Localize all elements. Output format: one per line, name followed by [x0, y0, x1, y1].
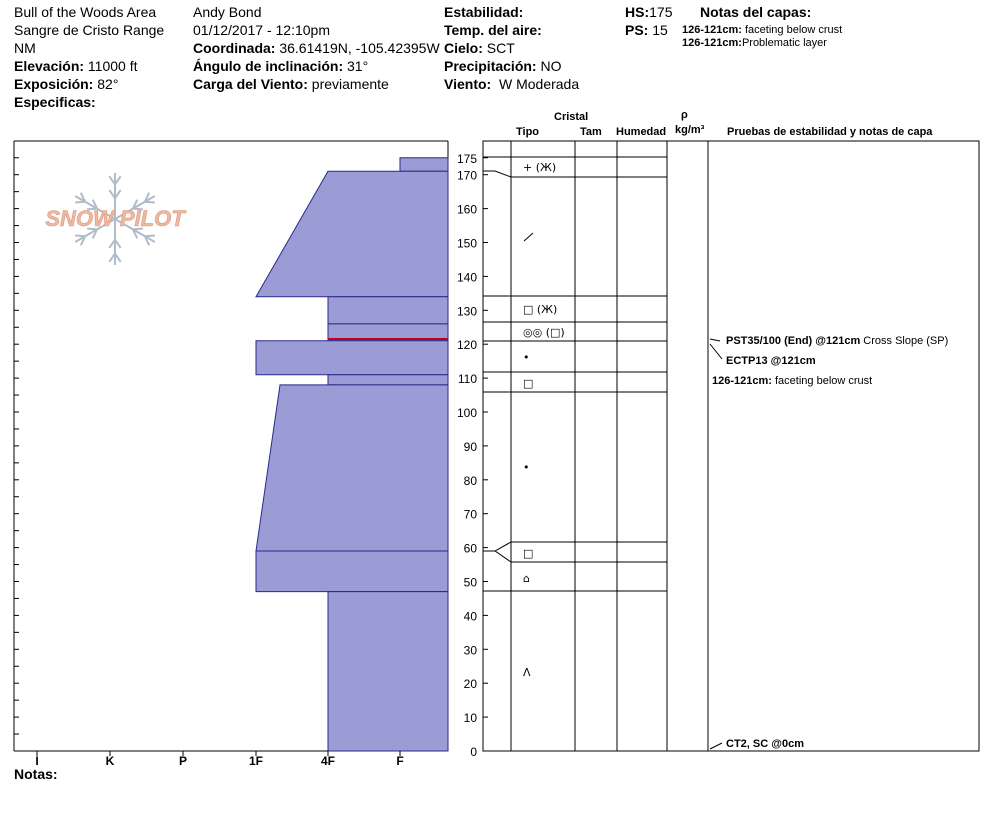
flake-branch [145, 235, 155, 236]
col-header-moisture: Humedad [616, 126, 667, 138]
grain-symbol: • [523, 461, 530, 474]
grain-symbol: □ [523, 377, 534, 390]
hs-label: HS: [625, 4, 650, 20]
col-header-density: kg/m³ [675, 124, 705, 136]
specifics-label: Especificas: [14, 94, 96, 110]
layer-note-range: 126-121cm: [682, 24, 742, 36]
test-arrows [710, 339, 722, 749]
wind-load-value: previamente [311, 76, 389, 92]
coordinate-value: 36.61419N, -105.42395W [279, 40, 440, 56]
wind-value: W Moderada [498, 76, 580, 92]
depth-tick-label: 130 [456, 304, 477, 319]
exposure-label: Exposición: [14, 76, 94, 92]
test-code: PST35/100 (End) @121cm [726, 335, 861, 347]
table-border [483, 141, 979, 751]
air-temp-label: Temp. del aire: [444, 22, 542, 38]
hardness-bar [328, 297, 448, 324]
hardness-tick-label: I [35, 754, 39, 768]
layer-note-text: faceting below crust [745, 24, 843, 36]
grain-symbol: □ (Ж) [523, 303, 558, 316]
col-header-size: Tam [580, 126, 602, 138]
grain-symbols [523, 161, 565, 679]
flake-branch [75, 235, 85, 236]
depth-tick-label: 0 [470, 745, 477, 759]
depth-connector [483, 542, 511, 551]
sky-value: SCT [486, 40, 515, 56]
hardness-tick-label: F [396, 754, 404, 768]
depth-tick-label: 30 [463, 643, 477, 658]
depth-connectors [483, 157, 511, 591]
layer-note-range: 126-121cm: [682, 37, 742, 49]
layer-note-text: Problematic layer [741, 37, 827, 49]
test-arrow [710, 743, 722, 749]
grain-symbol: □ [523, 547, 534, 560]
hardness-tick-label: K [105, 754, 115, 768]
elevation-value: 11000 ft [87, 58, 138, 74]
col-header-rho: ρ [681, 109, 688, 121]
hardness-bar [328, 375, 448, 385]
grain-symbol: • [523, 351, 530, 364]
depth-tick-label: 160 [456, 202, 477, 217]
test-result-ct: CT2, SC @0cm [726, 738, 804, 750]
layer-table [483, 141, 979, 751]
elevation-label: Elevación: [14, 58, 85, 74]
depth-tick-label: 120 [456, 338, 477, 353]
layer-comment-text: faceting below crust [775, 375, 873, 387]
hardness-bar [256, 385, 448, 551]
test-result-ect: ECTP13 @121cm [726, 355, 816, 367]
layer-comment-range: 126-121cm: [712, 375, 772, 387]
depth-tick-label: 140 [456, 270, 477, 285]
depth-tick-label: 175 [456, 151, 477, 166]
depth-tick-label: 70 [463, 507, 477, 522]
hardness-bar [256, 171, 448, 296]
col-header-tests: Pruebas de estabilidad y notas de capa [727, 126, 933, 138]
angle-value: 31° [347, 58, 369, 74]
range-name: Sangre de Cristo Range [14, 22, 165, 38]
test-note: Cross Slope (SP) [863, 335, 949, 347]
hardness-tick-label: 1F [248, 754, 264, 768]
grain-symbol: ◎◎ (□) [523, 326, 565, 339]
sky-label: Cielo: [444, 40, 483, 56]
depth-tick-label: 80 [463, 473, 477, 488]
depth-tick-label: 100 [456, 406, 477, 420]
wind-label: Viento: [444, 76, 492, 92]
depth-tick-label: 50 [463, 575, 477, 590]
ps-label: PS: [625, 22, 649, 38]
depth-tick-label: 150 [456, 236, 477, 251]
stability-label: Estabilidad: [444, 4, 524, 20]
state-name: NM [14, 40, 36, 56]
hardness-bars [256, 158, 448, 751]
snowpilot-logo [45, 173, 186, 265]
hardness-tick-label: 4F [320, 754, 336, 768]
hardness-bar [256, 551, 448, 592]
hardness-bar [328, 592, 448, 751]
area-name: Bull of the Woods Area [14, 4, 157, 20]
flake-branch [75, 202, 85, 203]
depth-tick-label: 10 [463, 711, 477, 726]
hardness-bar [400, 158, 448, 172]
grain-symbol: + (Ж) [523, 161, 557, 174]
wind-load-label: Carga del Viento: [193, 76, 308, 92]
depth-tick-label: 110 [457, 372, 477, 387]
hs-value: 175 [649, 4, 673, 20]
precip-value: NO [540, 58, 562, 74]
grain-symbol [524, 233, 533, 241]
precip-label: Precipitación: [444, 58, 537, 74]
depth-tick-label: 60 [463, 541, 477, 556]
depth-tick-label: 90 [463, 439, 477, 454]
observer-name: Andy Bond [193, 4, 262, 20]
angle-label: Ángulo de inclinación: [193, 58, 344, 74]
depth-tick-label: 170 [456, 168, 477, 183]
logo-text: SNOW PILOT [45, 206, 185, 231]
observation-datetime: 01/12/2017 - 12:10pm [193, 22, 330, 38]
ps-value: 15 [652, 22, 668, 38]
depth-connector [483, 171, 511, 177]
col-header-crystal: Cristal [554, 111, 589, 123]
depth-tick-label: 40 [463, 609, 477, 624]
test-arrow [710, 344, 722, 359]
layer-rows [511, 157, 667, 591]
layer-comment [712, 375, 872, 388]
layer-notes-title: Notas del capas: [700, 4, 812, 20]
hardness-bar [256, 341, 448, 375]
test-arrow [710, 339, 720, 341]
col-header-type: Tipo [516, 126, 540, 138]
hardness-tick-label: P [178, 754, 188, 768]
depth-tick-label: 20 [463, 677, 477, 692]
grain-symbol: ⌂ [523, 572, 530, 585]
depth-connector [483, 551, 511, 562]
coordinate-label: Coordinada: [193, 40, 276, 56]
grain-symbol: Λ [523, 666, 531, 679]
test-result-pst [726, 335, 948, 348]
flake-branch [145, 202, 155, 203]
exposure-value: 82° [97, 76, 119, 92]
notes-label: Notas: [14, 766, 58, 782]
